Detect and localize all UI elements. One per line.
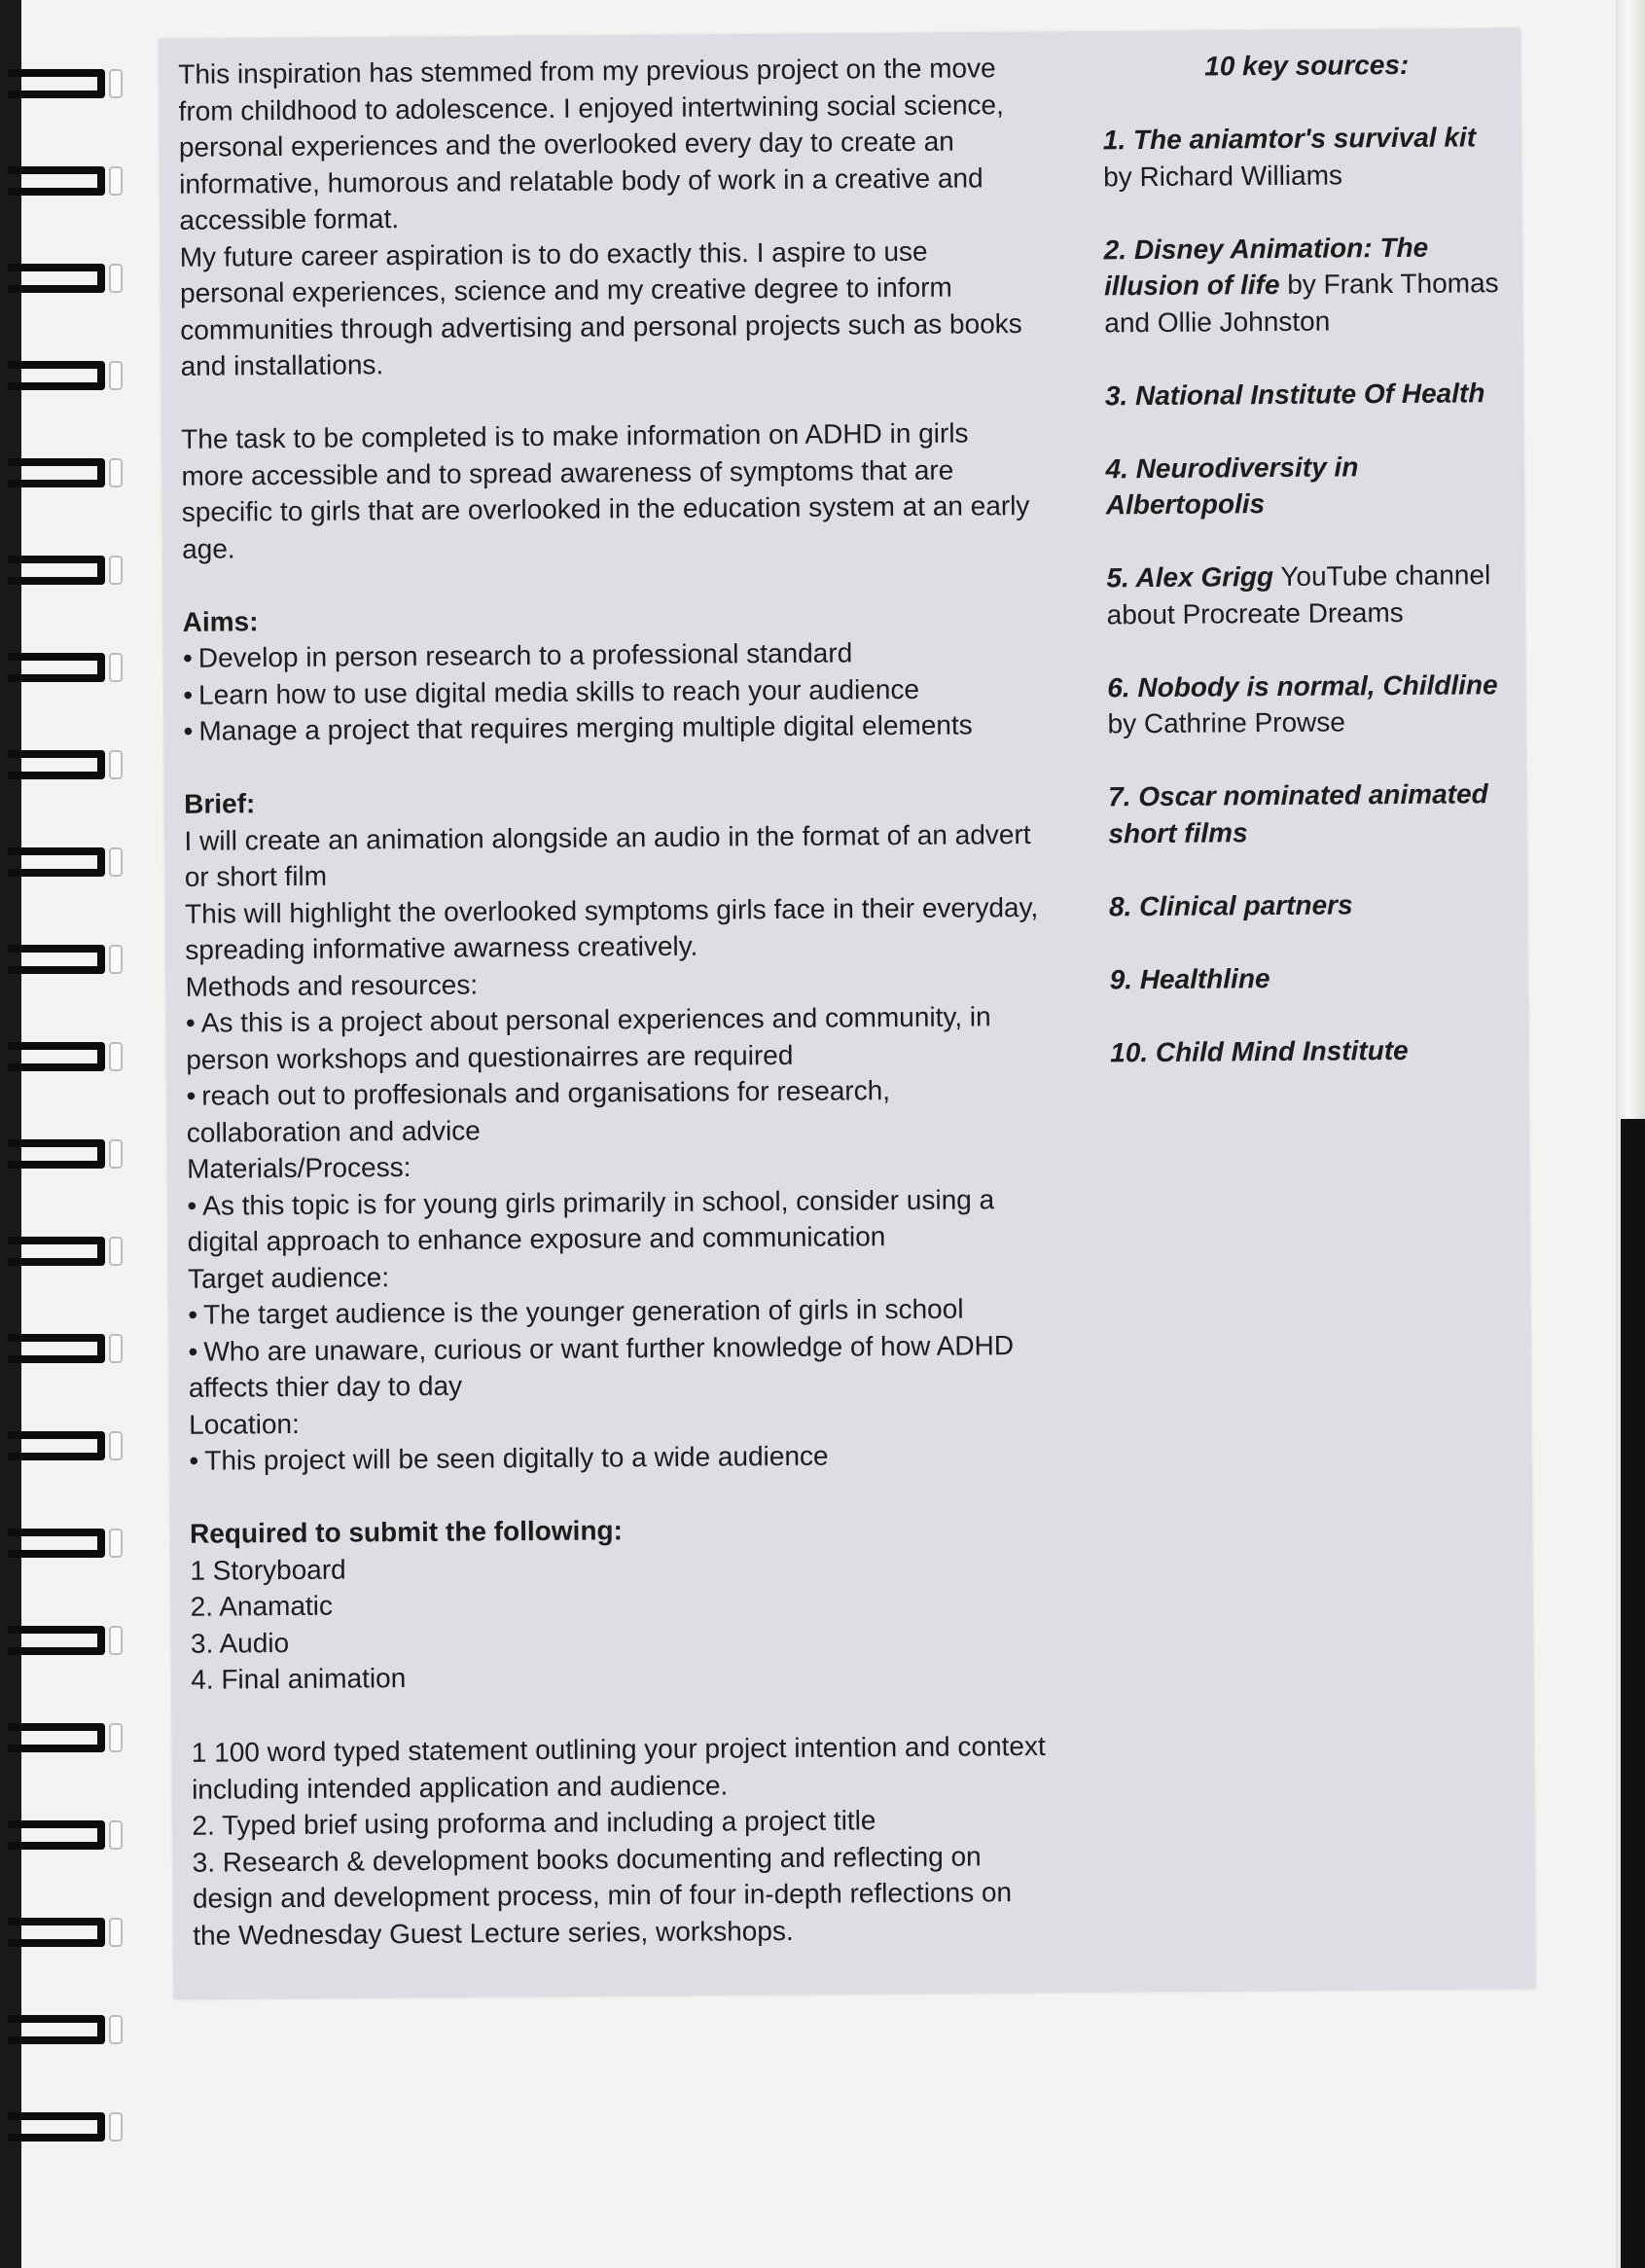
binding-ring: [8, 1229, 105, 1274]
list-item: 3. Research & development books documenting and reflecting on design and development process, min of four in-depth reflections on the Wednesday Guest Lecture series, workshops.: [192, 1840, 1013, 1951]
source-item: 2. Disney Animation: The illusion of life by Frank Thomas and Ollie Johnston: [1103, 232, 1499, 338]
methods-label: Methods and resources:: [185, 968, 479, 1002]
list-item: • As this is a project about personal experiences and community, in person workshops and questionairres are required: [185, 1001, 991, 1075]
source-item: 4. Neurodiversity in Albertopolis: [1105, 450, 1359, 521]
list-item: • reach out to proffesionals and organisations for research, collaboration and advice: [186, 1075, 891, 1148]
source-item: 10. Child Mind Institute: [1110, 1034, 1409, 1067]
binding-ring: [8, 2105, 105, 2149]
list-item: • Who are unaware, curious or want further knowledge of how ADHD affects thier day to day: [188, 1329, 1015, 1403]
binding-ring: [8, 840, 105, 884]
binding-ring: [8, 1618, 105, 1663]
binding-ring: [8, 1910, 105, 1955]
sources-column: [1102, 46, 1520, 1107]
brief-line-1: I will create an animation alongside an audio in the format of an advert or short film: [184, 818, 1031, 892]
binding-ring: [8, 742, 105, 787]
background-edge: [1621, 1119, 1645, 2268]
source-item: 5. Alex Grigg YouTube channel about Procreate Dreams: [1106, 559, 1491, 630]
binding-ring: [8, 937, 105, 982]
binding-ring: [8, 256, 105, 301]
list-item: 1 100 word typed statement outlining your project intention and context including intended application and audience.: [191, 1730, 1046, 1805]
binding-ring: [8, 548, 105, 593]
binding-ring: [8, 1521, 105, 1566]
location-label: Location:: [189, 1408, 300, 1440]
printed-sheet: [159, 28, 1536, 1999]
binding-ring: [8, 1034, 105, 1079]
binding-ring: [8, 645, 105, 690]
source-item: 8. Clinical partners: [1108, 888, 1353, 921]
materials-label: Materials/Process:: [186, 1151, 411, 1184]
spiral-binding: [0, 0, 117, 2268]
list-item: • This project will be seen digitally to a wide audience: [189, 1440, 829, 1476]
sources-title: 10 key sources:: [1204, 49, 1410, 82]
list-item: • As this topic is for young girls primarily in school, consider using a digital approach to enhance exposure and communication: [187, 1183, 995, 1257]
source-item: 6. Nobody is normal, Childline by Cathrine Prowse: [1107, 668, 1498, 739]
required-heading: Required to submit the following:: [189, 1515, 624, 1549]
binding-ring: [8, 1715, 105, 1760]
source-item: 3. National Institute Of Health: [1104, 377, 1485, 411]
source-item: 9. Healthline: [1109, 962, 1270, 994]
submission-list: [192, 1728, 1050, 1954]
list-item: • The target audience is the younger generation of girls in school: [188, 1293, 964, 1330]
binding-ring: [8, 1326, 105, 1371]
aims-list: [183, 633, 1040, 749]
intro-paragraph-3: The task to be completed is to make information on ADHD in girls more accessible and to spread awareness of symptoms that are specific to girls that are overlooked in the education system at an early age.: [181, 417, 1030, 564]
binding-ring: [8, 159, 105, 203]
list-item: • Learn how to use digital media skills to reach your audience: [183, 673, 920, 710]
list-item: 1 Storyboard: [190, 1554, 346, 1586]
deliverables-list: [190, 1545, 1047, 1698]
source-item: 7. Oscar nominated animated short films: [1108, 778, 1488, 848]
binding-ring: [8, 1423, 105, 1468]
list-item: 4. Final animation: [191, 1663, 407, 1695]
intro-paragraph-1: This inspiration has stemmed from my previous project on the move from childhood to adolescence. I enjoyed intertwining social science, personal experiences and the overlooked every day to create an informative, humorous and relatable body of work in a creative and accessible format.: [178, 53, 1004, 235]
brief-column: [178, 50, 1049, 1954]
aims-heading: Aims:: [182, 605, 259, 637]
binding-ring: [8, 353, 105, 398]
intro-paragraph-2: My future career aspiration is to do exactly this. I aspire to use personal experiences, science and my creative degree to inform communities through advertising and personal projects such as books and installations.: [179, 235, 1022, 381]
brief-heading: Brief:: [184, 788, 256, 819]
list-item: 2. Typed brief using proforma and including a project title: [192, 1805, 876, 1841]
audience-label: Target audience:: [187, 1261, 390, 1294]
binding-ring: [8, 450, 105, 495]
list-item: 3. Audio: [190, 1627, 290, 1659]
binding-ring: [8, 1813, 105, 1857]
list-item: • Develop in person research to a professional standard: [182, 637, 853, 673]
binding-ring: [8, 1132, 105, 1176]
list-item: 2. Anamatic: [190, 1590, 334, 1622]
list-item: • Manage a project that requires merging multiple digital elements: [183, 709, 973, 746]
source-item: 1. The aniamtor's survival kit by Richard Williams: [1102, 122, 1477, 192]
binding-ring: [8, 2007, 105, 2052]
binding-ring: [8, 61, 105, 106]
brief-line-2: This will highlight the overlooked symptoms girls face in their everyday, spreading informative awarness creatively.: [184, 891, 1039, 965]
